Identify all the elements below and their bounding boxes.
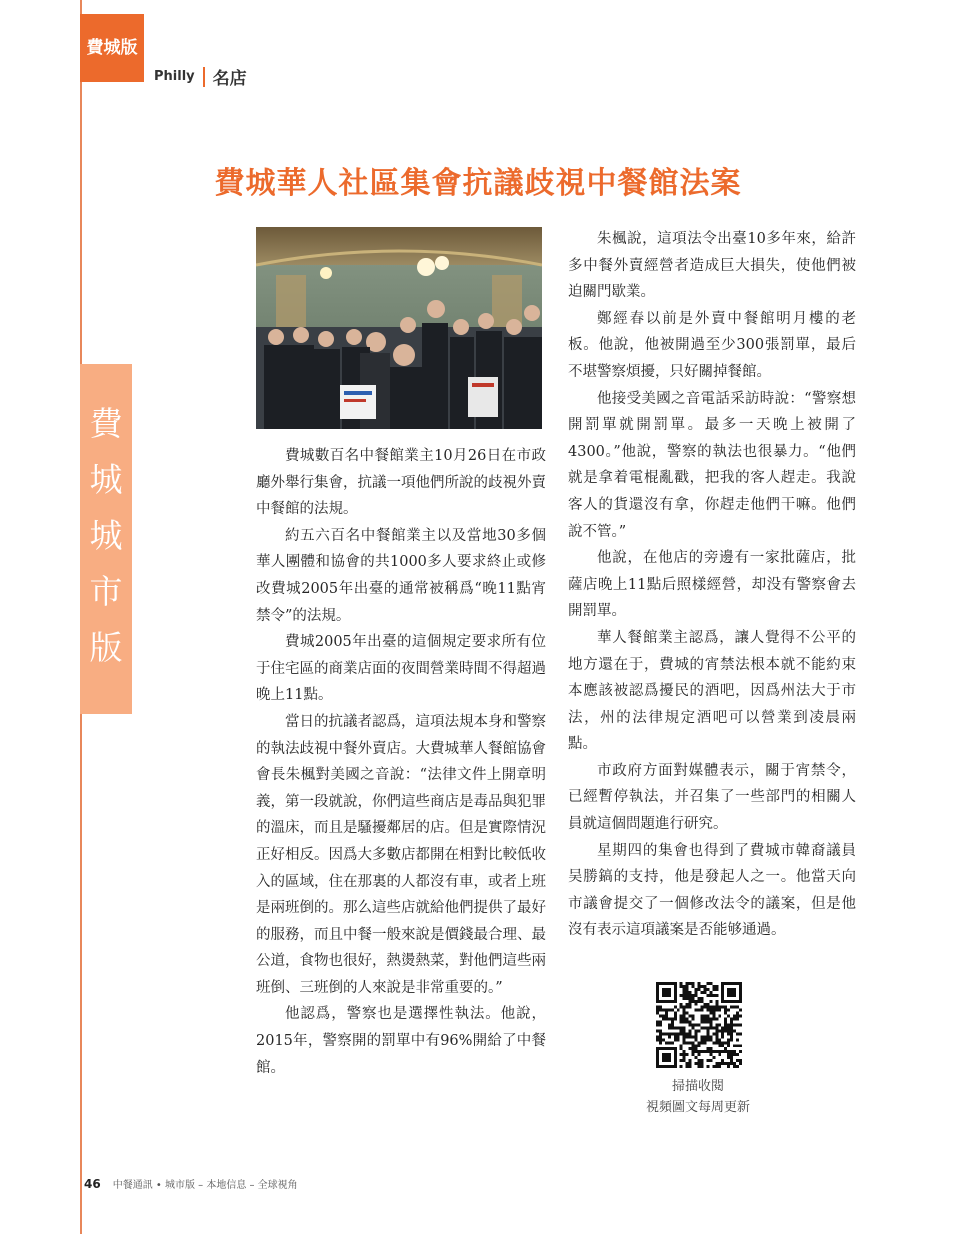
article-title: 費城華人社區集會抗議歧視中餐館法案: [214, 166, 742, 202]
article-paragraph: 當日的抗議者認爲，這項法規本身和警察的執法歧視中餐外賣店。大費城華人餐館協會會長朱楓對美國之音說：“法律文件上開章明義，第一段就說，你們這些商店是毒品與犯罪的溫床，而且是騷擾鄰居的店。但是實際情況正好相反。因爲大多數店都開在相對比較低收入的區域，住在那裏的人都沒有車，或者上班是兩班倒的。那么這些店就給他們提供了最好的服務，而且中餐一般來說是價錢最合理、最公道，食物也很好，熱燙熱菜，對他們這些兩班倒、三班倒的人來說是非常重要的。”: [256, 713, 546, 996]
qr-caption: [620, 1076, 776, 1118]
article-paragraph: 市政府方面對媒體表示，關于宵禁令，已經暫停執法，并召集了一些部門的相關人員就這個問題進行研究。: [568, 762, 856, 833]
qr-finder: [662, 1053, 671, 1062]
footer-text: 中餐通訊 • 城市版 – 本地信息 – 全球視角: [112, 1180, 298, 1191]
qr-finder: [662, 988, 671, 997]
article-column-1: [256, 443, 546, 1081]
article-paragraph: 華人餐館業主認爲，讓人覺得不公平的地方還在于，費城的宵禁法根本就不能約束本應該被認爲擾民的酒吧，因爲州法大于市法，州的法律規定酒吧可以營業到凌晨兩點。: [568, 629, 856, 753]
section-label-en: Philly: [154, 69, 195, 84]
article-paragraph: 鄭經春以前是外賣中餐館明月樓的老板。他說，他被開過至少300張罰單，最后不堪警察煩擾，只好關掉餐館。: [568, 310, 856, 380]
article-paragraph: 他說，在他店的旁邊有一家批薩店，批薩店晚上11點后照樣經營，却没有警察會去開罰單。: [568, 550, 856, 620]
article-paragraph: 約五六百名中餐館業主以及當地30多個華人團體和協會的共1000多人要求終止或修改費城2005年出臺的通常被稱爲“晚11點宵禁令”的法規。: [256, 527, 546, 624]
qr-finder: [727, 988, 736, 997]
section-label: [154, 64, 247, 89]
section-divider: [203, 67, 205, 87]
article-paragraph: 費城2005年出臺的這個規定要求所有位于住宅區的商業店面的夜間營業時間不得超過晚上11點。: [256, 634, 546, 704]
side-tab-text: 費 城 城 市 版: [89, 404, 123, 667]
page-number: 46: [84, 1177, 101, 1191]
article-paragraph: 他認爲，警察也是選擇性執法。他說，2015年，警察開的罰單中有96%開給了中餐館。: [256, 1006, 546, 1076]
section-label-zh: 名店: [212, 69, 247, 89]
article-column-2: [568, 226, 856, 944]
qr-caption-line2: 視頻圖文每周更新: [645, 1100, 750, 1115]
qr-code[interactable]: [656, 982, 742, 1068]
article-paragraph: 朱楓說，這項法令出臺10多年來，給許多中餐外賣經營者造成巨大損失，使他們被迫關門歇業。: [568, 231, 856, 301]
footer: [84, 1176, 298, 1191]
event-photo: [256, 227, 542, 429]
edition-tab: 費城版: [80, 14, 144, 82]
qr-caption-line1: 掃描收閱: [671, 1079, 724, 1094]
article-paragraph: 他接受美國之音電話采訪時說：“警察想開罰單就開罰單。最多一天晚上被開了4300。”他說，警察的執法也很暴力。“他們就是拿着電棍亂戳，把我的客人趕走。我說客人的貨還沒有拿，你趕走他們干嘛。他們說不管。”: [568, 390, 856, 540]
article-paragraph: 星期四的集會也得到了費城市韓裔議員吴勝鎬的支持，他是發起人之一。他當天向市議會提交了一個修改法令的議案，但是他沒有表示這項議案是否能够通過。: [568, 842, 856, 939]
article-paragraph: 費城數百名中餐館業主10月26日在市政廳外舉行集會，抗議一項他們所說的歧視外賣中餐館的法規。: [256, 448, 546, 518]
